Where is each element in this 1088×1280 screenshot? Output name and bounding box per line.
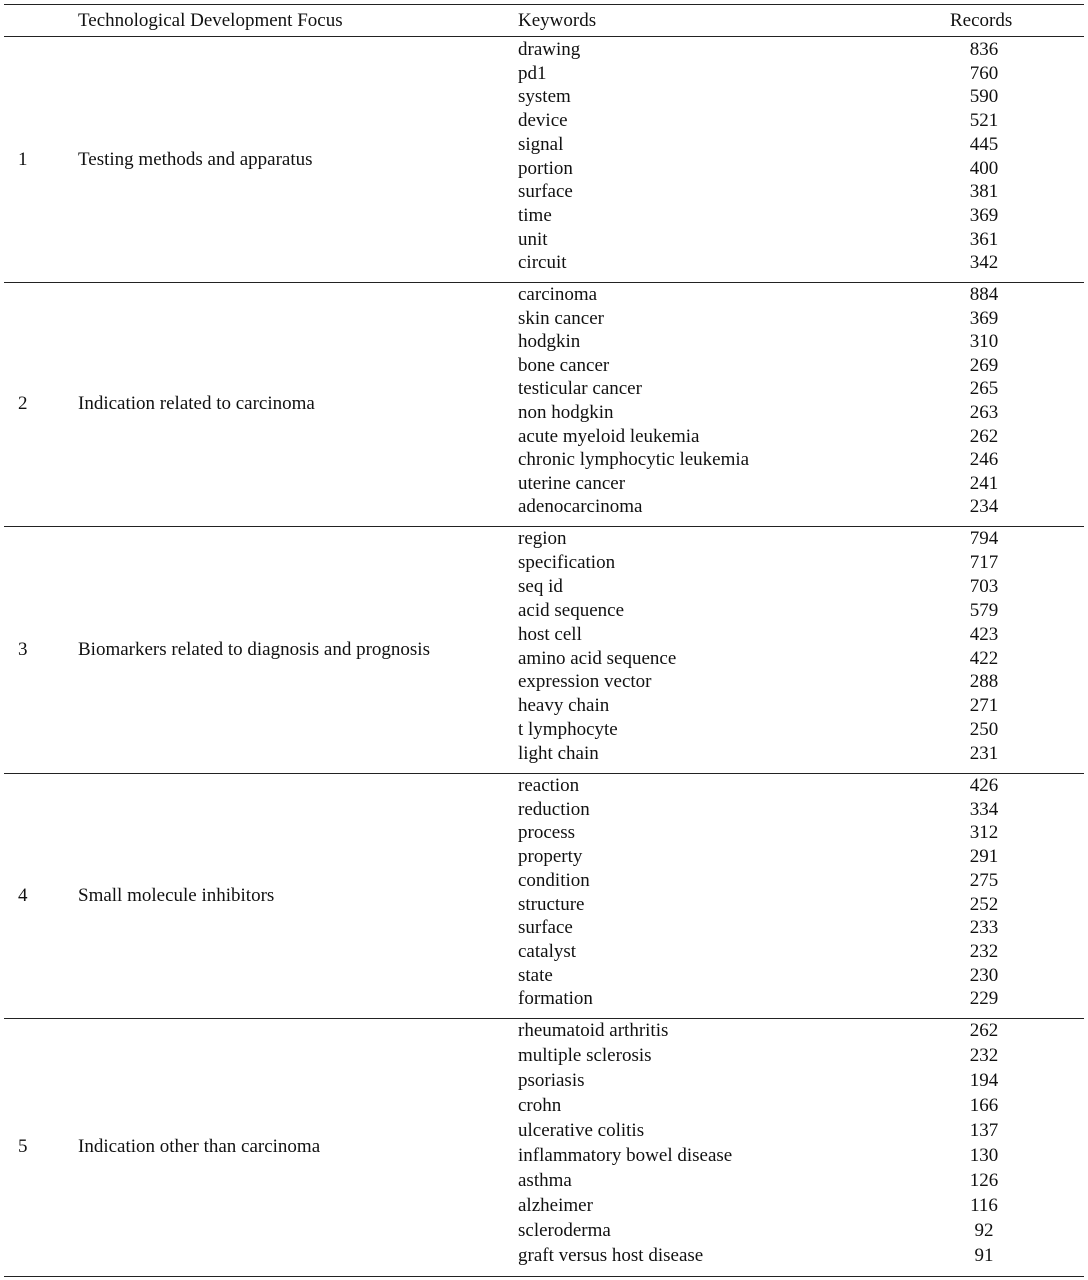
keyword-cell: bone cancer [518,354,610,376]
records-cell: 836 [969,39,999,60]
keyword-cell: t lymphocyte [518,719,618,741]
group-focus: Indication other than carcinoma [78,1136,321,1157]
records-cell: 126 [969,1170,999,1191]
records-cell: 232 [969,940,999,962]
keyword-cell: time [518,204,552,226]
records-cell: 794 [969,528,999,549]
records-cell: 231 [969,743,999,765]
table-group [4,773,1084,1018]
records-cell: 229 [969,988,999,1010]
header-records: Records [950,10,1013,31]
keyword-cell: signal [518,133,564,155]
records-cell: 92 [974,1220,994,1241]
records-cell: 233 [969,917,999,939]
keyword-cell: chronic lymphocytic leukemia [518,449,750,471]
keyword-cell: device [518,110,568,132]
records-cell: 265 [969,378,999,400]
records-cell: 241 [969,472,999,494]
keyword-cell: heavy chain [518,695,610,717]
keyword-cell: portion [518,157,573,179]
keyword-cell: structure [518,893,585,915]
keyword-cell: unit [518,228,548,250]
keyword-cell: process [518,822,575,844]
keyword-cell: non hodgkin [518,402,614,423]
keyword-cell: pd1 [518,62,547,84]
group-number: 5 [18,1136,28,1157]
records-cell: 579 [969,599,999,621]
group-focus: Testing methods and apparatus [78,148,313,170]
keyword-cell: surface [518,917,573,939]
group-focus: Small molecule inhibitors [78,884,275,906]
records-cell: 426 [969,775,999,796]
records-cell: 194 [969,1070,999,1091]
records-cell: 361 [969,228,999,250]
keyword-cell: amino acid sequence [518,647,677,669]
records-cell: 381 [969,181,999,203]
records-cell: 291 [969,846,999,868]
keyword-cell: circuit [518,252,567,274]
records-cell: 342 [969,252,999,274]
keyword-cell: acid sequence [518,599,625,621]
keyword-cell: acute myeloid leukemia [518,425,700,447]
records-cell: 262 [969,425,999,447]
keyword-cell: condition [518,869,590,891]
keyword-cell: hodgkin [518,331,581,353]
records-cell: 252 [969,893,999,915]
keyword-cell: graft versus host disease [518,1245,704,1266]
group-number: 3 [18,638,28,660]
records-cell: 717 [969,551,999,573]
keyword-cell: carcinoma [518,284,598,305]
group-focus: Indication related to carcinoma [78,393,315,414]
group-number: 4 [18,884,28,906]
keyword-cell: ulcerative colitis [518,1120,645,1141]
records-cell: 884 [969,284,999,305]
records-cell: 275 [969,869,999,891]
records-cell: 116 [970,1195,998,1216]
keyword-cell: skin cancer [518,307,604,329]
group-divider [4,1276,1084,1277]
table-group [4,1018,1084,1276]
keyword-cell: formation [518,988,593,1010]
keyword-cell: asthma [518,1170,572,1191]
table-group [4,37,1084,282]
records-cell: 246 [969,449,999,471]
keyword-cell: specification [518,551,616,573]
header-keywords: Keywords [518,10,597,31]
group-focus: Biomarkers related to diagnosis and prognosis [78,638,430,660]
group-number: 1 [18,148,28,170]
keyword-cell: multiple sclerosis [518,1045,652,1066]
keyword-cell: surface [518,181,573,203]
records-cell: 130 [969,1145,999,1166]
keyword-cell: scleroderma [518,1220,611,1241]
keyword-cell: host cell [518,623,582,645]
records-cell: 369 [969,204,999,226]
keyword-cell: catalyst [518,940,577,962]
keyword-cell: region [518,528,567,549]
records-cell: 271 [969,695,999,717]
records-cell: 232 [969,1045,999,1066]
keyword-cell: alzheimer [518,1195,593,1216]
records-cell: 91 [974,1245,994,1266]
records-cell: 422 [969,647,999,669]
records-cell: 250 [969,719,999,741]
table-group [4,526,1084,773]
records-cell: 288 [969,671,999,693]
records-cell: 234 [969,496,999,518]
records-cell: 269 [969,354,999,376]
keyword-cell: expression vector [518,671,652,693]
records-cell: 760 [969,62,999,84]
keyword-cell: crohn [518,1095,562,1116]
keyword-cell: property [518,846,583,868]
keyword-cell: rheumatoid arthritis [518,1020,669,1041]
keyword-cell: seq id [518,575,563,597]
keyword-cell: system [518,86,571,108]
records-cell: 423 [969,623,999,645]
keyword-cell: adenocarcinoma [518,496,643,518]
records-cell: 263 [969,402,999,423]
records-cell: 521 [969,110,999,132]
records-cell: 312 [969,822,999,844]
keyword-cell: drawing [518,39,581,60]
table-group [4,282,1084,526]
keyword-cell: state [518,964,553,986]
records-cell: 310 [969,331,999,353]
keyword-cell: uterine cancer [518,472,626,494]
records-cell: 230 [969,964,999,986]
header-focus: Technological Development Focus [78,10,343,31]
keyword-cell: light chain [518,743,599,765]
top-rule [4,4,1084,5]
records-cell: 137 [969,1120,999,1141]
records-cell: 590 [969,86,999,108]
records-cell: 166 [969,1095,999,1116]
records-cell: 369 [969,307,999,329]
records-cell: 262 [969,1020,999,1041]
keyword-cell: psoriasis [518,1070,585,1091]
keyword-cell: testicular cancer [518,378,642,400]
keyword-cell: reaction [518,775,580,796]
records-cell: 400 [969,157,999,179]
keyword-cell: reduction [518,798,590,820]
group-number: 2 [18,393,28,414]
keyword-cell: inflammatory bowel disease [518,1145,733,1166]
records-cell: 703 [969,575,999,597]
records-cell: 334 [969,798,999,820]
records-cell: 445 [969,133,999,155]
